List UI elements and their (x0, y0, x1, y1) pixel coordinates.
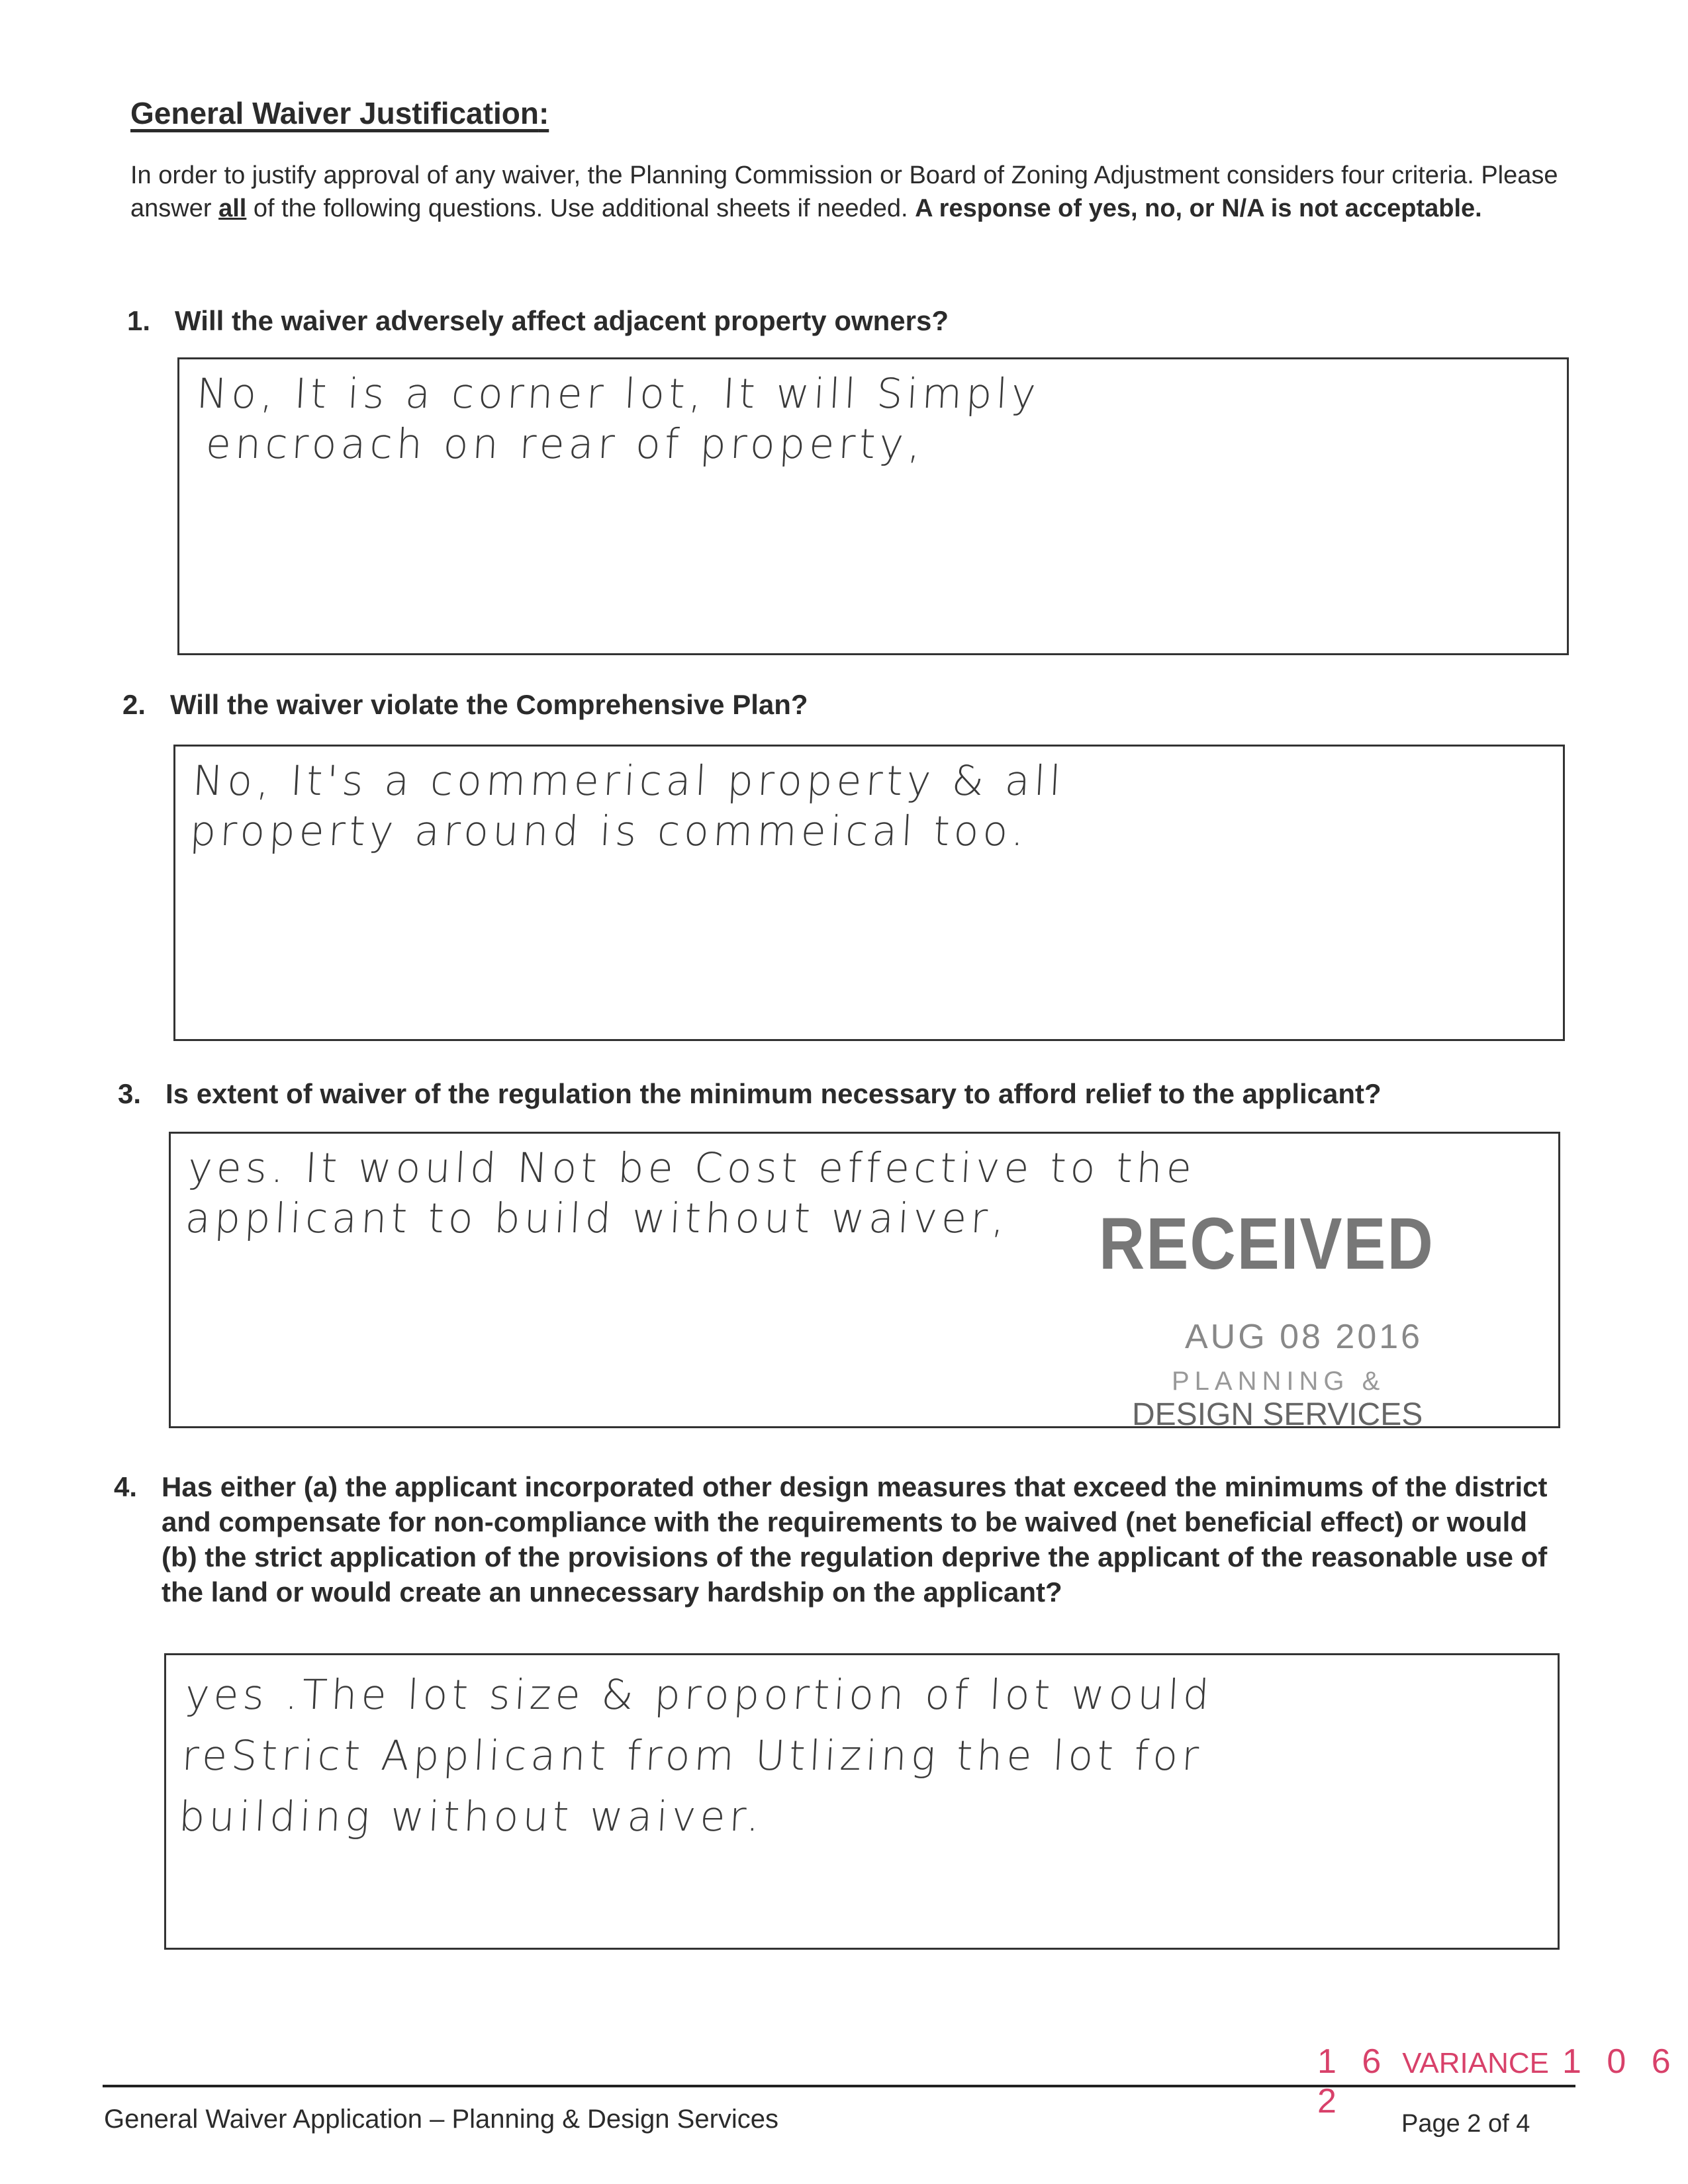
intro-emphasis: all (218, 195, 247, 222)
intro-text-2: of the following questions. Use additional sheets if needed. (246, 195, 915, 222)
answer-line: reStrict Applicant from Utlizing the lot for (181, 1731, 1204, 1780)
answer-line: yes .The lot size & proportion of lot would (183, 1670, 1215, 1719)
case-stamp-number: 1 0 6 2 (1317, 2042, 1679, 2120)
received-stamp-department-line2: DESIGN SERVICES (1132, 1397, 1423, 1432)
intro-text: In order to justify approval of any waiver, the Planning Commission or Board of Zoning Adjustment considers four criteria. Please answer (130, 161, 1558, 222)
answer-line: No, It is a corner lot, It will Simply (195, 369, 1041, 418)
question-number: 1. (127, 305, 151, 336)
question-3 (118, 1076, 1382, 1111)
case-number-stamp (1317, 2042, 1688, 2121)
question-text: Is extent of waiver of the regulation the minimum necessary to afford relief to the applicant? (165, 1078, 1382, 1109)
received-stamp-label: RECEIVED (1099, 1203, 1434, 1285)
received-stamp-date: AUG 08 2016 (1185, 1318, 1423, 1356)
intro-warning: A response of yes, no, or N/A is not acceptable. (915, 195, 1482, 222)
answer-4-text (161, 1655, 1563, 1856)
answer-line: building without waiver. (177, 1792, 765, 1841)
intro-paragraph (130, 159, 1587, 225)
question-2 (122, 687, 808, 722)
case-stamp-year: 1 6 (1317, 2042, 1389, 2081)
answer-line: property around is commeical too. (189, 807, 1029, 855)
page-number: Page 2 of 4 (1401, 2110, 1530, 2138)
footer-divider (103, 2085, 1575, 2087)
page-title-colon: : (538, 96, 549, 130)
page-title (130, 95, 549, 131)
question-number: 2. (122, 689, 146, 720)
question-text: Will the waiver violate the Comprehensive Plan? (170, 689, 808, 720)
question-text: Will the waiver adversely affect adjacent property owners? (175, 305, 949, 336)
answer-line: applicant to build without waiver, (184, 1194, 1010, 1242)
question-4 (114, 1469, 1570, 1610)
answer-2-text (172, 747, 1566, 866)
answer-box-4[interactable] (164, 1653, 1560, 1950)
footer-document-title: General Waiver Application – Planning & Design Services (104, 2105, 779, 2134)
answer-line: encroach on rear of property, (205, 420, 926, 468)
question-1 (127, 303, 949, 338)
received-stamp-department-line1: PLANNING & (1172, 1367, 1385, 1396)
answer-box-1[interactable] (177, 357, 1569, 655)
answer-line: No, It's a commerical property & all (191, 756, 1066, 805)
question-text: Has either (a) the applicant incorporated other design measures that exceed the minimums of the district and compensate for non-compliance with the requirements to be waived (net beneficial effect) or would (b) the strict application of the provisions of the regulation deprive the applicant of the reasonable use of the land or would create an unnecessary hardship on the applicant? (162, 1471, 1548, 1608)
answer-box-2[interactable] (173, 745, 1565, 1041)
question-number: 4. (114, 1471, 138, 1502)
page-title-text: General Waiver Justification (130, 96, 539, 130)
question-number: 3. (118, 1078, 142, 1109)
answer-1-text (176, 359, 1570, 478)
answer-line: yes. It would Not be Cost effective to the (187, 1144, 1197, 1192)
case-stamp-type: VARIANCE (1402, 2047, 1549, 2079)
